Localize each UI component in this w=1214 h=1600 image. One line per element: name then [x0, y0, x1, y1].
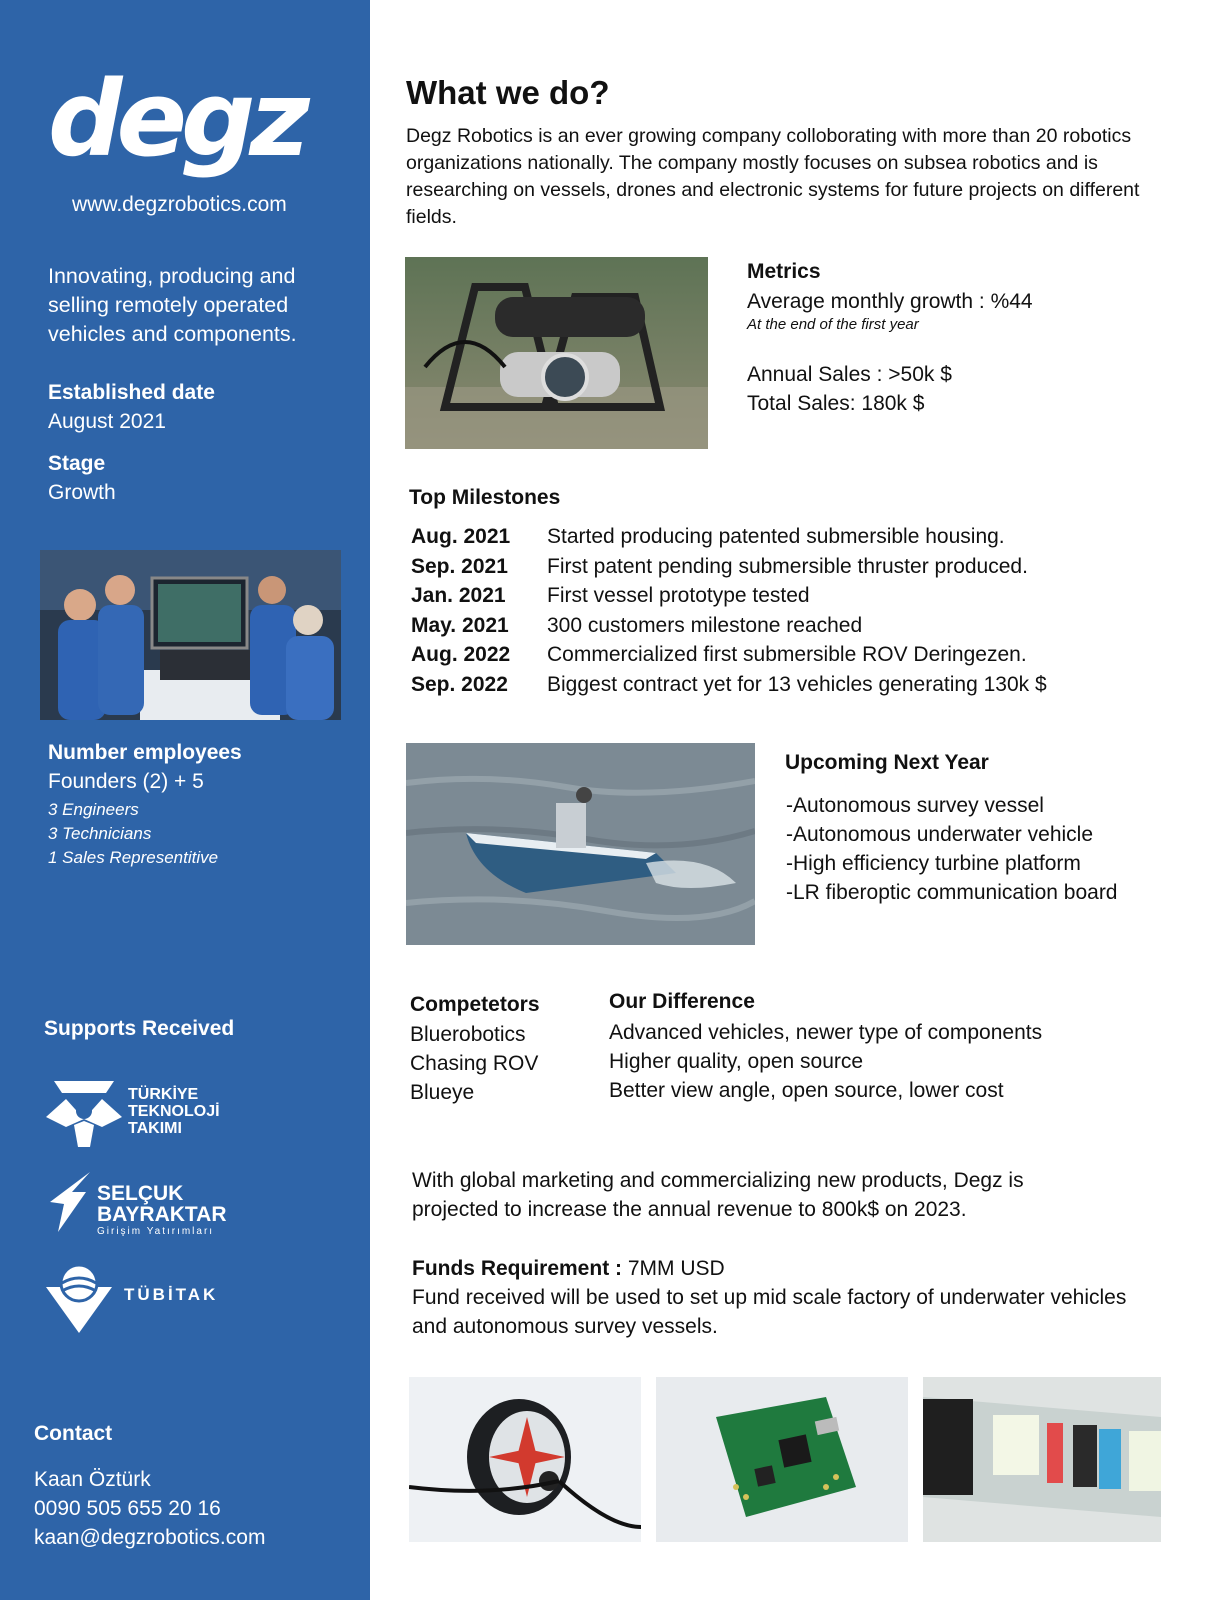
upcoming-item: -High efficiency turbine platform [786, 852, 1081, 875]
difference-item: Higher quality, open source [609, 1050, 864, 1073]
milestone-text: Biggest contract yet for 13 vehicles generating 130k $ [547, 672, 1047, 696]
intro-paragraph: Degz Robotics is an ever growing company colloborating with more than 20 robotics organizations nationally. The company mostly focuses on subsea robotics and is researching on vessels, drones and electronic systems for future projects on different fields. [406, 125, 1140, 228]
metrics-growth-note: At the end of the first year [747, 316, 919, 333]
contact-label: Contact [34, 1422, 113, 1445]
website-link[interactable]: www.degzrobotics.com [72, 193, 287, 216]
milestone-date: May. 2021 [411, 613, 509, 637]
employees-label: Number employees [48, 741, 242, 764]
supporter-line: SELÇUK [97, 1182, 184, 1205]
milestone-row [411, 522, 1191, 552]
page-title: What we do? [406, 74, 610, 111]
upcoming-list [786, 791, 1118, 907]
difference-item: Advanced vehicles, newer type of components [609, 1021, 1043, 1044]
milestone-text: First patent pending submersible thruster produced. [547, 554, 1028, 578]
contact-phone[interactable]: 0090 505 655 20 16 [34, 1497, 221, 1520]
competitors-heading: Competetors [410, 993, 540, 1016]
milestone-row [411, 640, 1191, 670]
competitor-item: Bluerobotics [410, 1023, 526, 1046]
led-housing-photo [923, 1377, 1161, 1542]
thruster-photo [409, 1377, 641, 1542]
funds-label: Funds Requirement : [412, 1257, 623, 1280]
milestone-date: Sep. 2021 [411, 554, 508, 578]
employees-value: Founders (2) + 5 [48, 770, 204, 793]
upcoming-item: -Autonomous underwater vehicle [786, 823, 1094, 846]
metrics-growth: Average monthly growth : %44 [747, 290, 1033, 313]
metrics-heading: Metrics [747, 260, 821, 283]
funds-value: 7MM USD [627, 1257, 725, 1280]
competitor-item: Chasing ROV [410, 1052, 539, 1075]
supporter-line: BAYRAKTAR [97, 1203, 227, 1226]
supporter-tubitak: TÜBİTAK [124, 1285, 219, 1304]
vessel-photo [406, 743, 755, 945]
supports-label: Supports Received [44, 1017, 235, 1040]
milestone-date: Sep. 2022 [411, 672, 508, 696]
competitor-item: Blueye [410, 1081, 475, 1104]
supporter-line: TÜRKİYE [128, 1086, 199, 1103]
milestone-text: First vessel prototype tested [547, 584, 810, 607]
milestones-list [411, 522, 1191, 699]
supporter-turkiye-teknoloji [128, 1086, 220, 1137]
selcuk-bayraktar-logo-icon [46, 1172, 92, 1234]
milestones-heading: Top Milestones [409, 486, 561, 509]
contact-email[interactable]: kaan@degzrobotics.com [34, 1526, 266, 1549]
sidebar [0, 0, 370, 1600]
supporter-subline: Girişim Yatırımları [97, 1226, 215, 1237]
difference-heading: Our Difference [609, 990, 755, 1013]
employees-detail-technicians: 3 Technicians [48, 824, 152, 843]
contact-name: Kaan Öztürk [34, 1468, 151, 1491]
metrics-annual-sales: Annual Sales : >50k $ [747, 363, 952, 386]
upcoming-item: -Autonomous survey vessel [786, 794, 1044, 817]
established-value: August 2021 [48, 410, 166, 433]
milestone-row [411, 611, 1191, 641]
milestone-date: Jan. 2021 [411, 584, 506, 607]
metrics-total-sales: Total Sales: 180k $ [747, 392, 925, 415]
funds-use: Fund received will be used to set up mid scale factory of underwater vehicles and autonomous survey vessels. [412, 1286, 1127, 1338]
projection-paragraph: With global marketing and commercializing new products, Degz is projected to increase the annual revenue to 800k$ on 2023. [412, 1169, 1024, 1221]
supporter-line: TAKIMI [128, 1120, 182, 1137]
employees-detail-sales: 1 Sales Representitive [48, 848, 219, 867]
rov-photo [405, 257, 708, 449]
milestone-row [411, 552, 1191, 582]
milestone-row [411, 581, 1191, 611]
stage-label: Stage [48, 452, 106, 475]
milestone-text: 300 customers milestone reached [547, 613, 863, 637]
difference-list [609, 1018, 1042, 1105]
milestone-date: Aug. 2021 [411, 525, 511, 548]
stage-value: Growth [48, 481, 116, 504]
upcoming-heading: Upcoming Next Year [785, 751, 989, 774]
funds-requirement [412, 1254, 725, 1283]
established-label: Established date [48, 381, 215, 404]
supporter-line: TEKNOLOJİ [128, 1103, 220, 1120]
team-photo [40, 550, 341, 720]
milestone-text: Commercialized first submersible ROV Deringezen. [547, 643, 1027, 666]
milestone-text: Started producing patented submersible housing. [547, 525, 1005, 548]
tagline: Innovating, producing and selling remotely operated vehicles and components. [48, 264, 297, 346]
milestone-date: Aug. 2022 [411, 643, 511, 666]
tubitak-logo-icon [44, 1261, 114, 1333]
degz-logo: degz [48, 58, 304, 180]
competitors-list [410, 1020, 538, 1107]
milestone-row [411, 670, 1191, 700]
employees-detail-engineers: 3 Engineers [48, 800, 139, 819]
turkiye-teknoloji-logo-icon [44, 1077, 124, 1149]
pcb-board-photo [656, 1377, 908, 1542]
supporter-selcuk-bayraktar [97, 1183, 227, 1239]
difference-item: Better view angle, open source, lower cost [609, 1079, 1004, 1102]
upcoming-item: -LR fiberoptic communication board [786, 881, 1118, 904]
